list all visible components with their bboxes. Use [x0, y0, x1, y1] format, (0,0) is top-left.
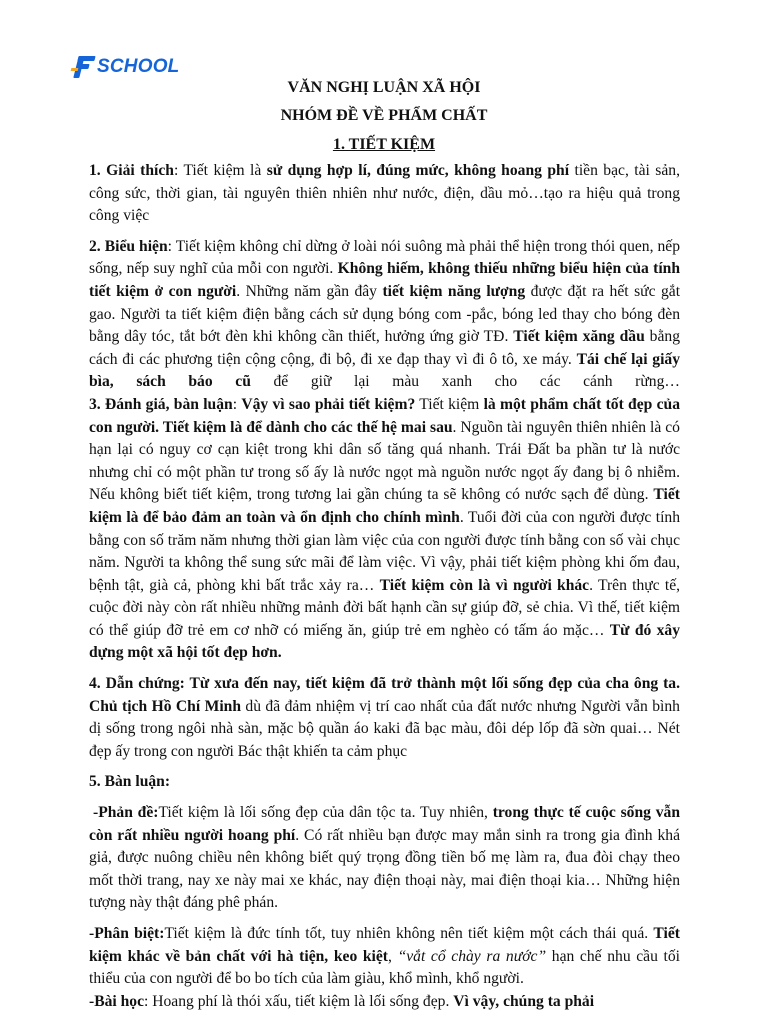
document-title: VĂN NGHỊ LUẬN XÃ HỘI [287, 79, 481, 96]
text-run: dù đã đảm nhiệm vị trí cao nhất của đất nước nhưng Người vẫn bình dị sống trong ngôi nhà sàn, mặc bộ quần áo kaki đã bạc màu, đôi dép lốp đã sờn quai… Nét đẹp ấy trong con người Bác thật khiến ta cảm phục [89, 697, 680, 760]
paragraph-lesson [89, 991, 680, 1014]
section-title: 1. TIẾT KIỆM [332, 136, 436, 153]
text-run: . Có rất nhiều bạn được may mắn sinh ra trong gia đình khá giả, được nuông chiều nên không biết quý trọng đồng tiền bố mẹ làm ra, đua đòi chạy theo mốt thời trang, nay xe này mai xe khác, nay điện thoại này, mai điện thoại kia… Những hiện tượng này thật đáng phê phán. [89, 826, 680, 912]
text-run: tiết kiệm năng lượng [382, 282, 526, 300]
text-run: : Tiết kiệm là [173, 162, 267, 179]
text-run: “vắt cổ chày ra nước” [397, 947, 547, 965]
text-run: . Những năm gần đây [236, 282, 383, 300]
text-run: -Phân biệt: [89, 925, 165, 942]
text-run: : Tiết kiệm không chỉ dừng ở loài nói suông mà phải thể hiện trong thói quen, nếp sống, nếp suy nghĩ của mỗi con người. [89, 237, 681, 278]
paragraph-evaluation [89, 394, 680, 665]
text-run: 4. Dẫn chứng: Từ xưa đến nay, tiết kiệm đã trở thành một lối sống đẹp của cha ông ta. Chủ tịch Hồ Chí Minh [89, 675, 680, 715]
logo-text: SCHOOL [97, 56, 180, 77]
text-run: 3. Đánh giá, bàn luận [89, 395, 233, 413]
paragraph-manifestation [89, 236, 680, 394]
text-run: 2. Biểu hiện [89, 237, 168, 255]
paragraph-counterargument [89, 802, 680, 915]
document-body [89, 160, 680, 1013]
paragraph-discussion-heading [89, 771, 680, 794]
text-run: 1. Giải thích [89, 162, 174, 179]
text-run: để giữ lại màu xanh cho các cánh rừng… [250, 373, 680, 391]
text-run: -Bài học [89, 992, 145, 1010]
text-run: Vậy vì sao phải tiết kiệm? [241, 395, 416, 413]
text-run: . Trên thực tế, cuộc đời này còn rất nhiều những mảnh đời bất hạnh cần sự giúp đỡ, sẻ chia. Vì thế, tiết kiệm có thể giúp đỡ trẻ em cơ nhỡ có miếng ăn, giúp trẻ em nghèo có tấm áo mặc… [89, 576, 681, 639]
document-subtitle: NHÓM ĐỀ VỀ PHẨM CHẤT [280, 107, 488, 124]
text-run: . Nguồn tài nguyên thiên nhiên là có hạn lại có nguy cơ cạn kiệt trong khi dân số tăng quá nhanh. Trái Đất ba phần tư là nước nhưng chỉ có một phần tư trong số ấy là nước ngọt mà nguồn nước ngọt ấy đang bị ô nhiễm. Nếu không biết tiết kiệm, trong tương lai gần chúng ta sẽ không có nước sạch để dùng. [89, 418, 680, 504]
text-run: trong thực tế cuộc sống vẫn còn rất nhiều người hoang phí [89, 804, 681, 844]
text-run: Tiết kiệm là để bảo đảm an toàn và ổn định cho chính mình [89, 486, 680, 526]
text-run: 5. Bàn luận: [89, 773, 171, 791]
text-run: hạn chế nhu cầu tối thiểu của con người để bo bo tích của làm giàu, khổ mình, khổ người. [89, 947, 681, 988]
paragraph-distinction [89, 923, 680, 991]
text-run: Tiết kiệm là lối sống đẹp của dân tộc ta. Tuy nhiên, [158, 804, 493, 822]
paragraph-explanation [89, 160, 680, 228]
text-run: sử dụng hợp lí, đúng mức, không hoang phí [266, 162, 570, 179]
text-run: Tiết kiệm khác về bản chất với hà tiện, keo kiệt [89, 925, 680, 965]
text-run: được đặt ra hết sức gắt gao. Người ta tiết kiệm điện bằng cách sử dụng bóng com -pắc, bóng led thay cho bóng đèn bằng dây tóc, tắt bớt đèn khi không cần thiết, hưởng ứng giờ TĐ. [89, 282, 681, 346]
text-run: Tiết kiệm còn là vì người khác [379, 576, 590, 594]
text-run: Tiết kiệm là đức tính tốt, tuy nhiên không nên tiết kiệm một cách thái quá. [164, 925, 654, 942]
text-run: Tiết kiệm [415, 395, 484, 413]
text-run: Không hiếm, không thiếu những biểu hiện của tính tiết kiệm ở con người [89, 260, 680, 300]
fschool-f-logo-icon [74, 55, 96, 79]
paragraph-evidence [89, 673, 680, 763]
text-run: . Tuổi đời của con người được tính bằng con số trăm năm nhưng thời gian làm việc của con người được tính bằng con số vài chục năm. Người ta không thể sung sức mãi để làm việc. Vì vậy, phải tiết kiệm phòng khi ốm đau, bệnh tật, già cả, phòng khi bất trắc xảy ra… [89, 508, 680, 594]
text-run: , [388, 947, 398, 965]
text-run: Vì vậy, chúng ta phải [453, 992, 595, 1010]
text-run: Từ đó xây dựng một xã hội tốt đẹp hơn. [89, 621, 681, 662]
text-run: : Hoang phí là thói xấu, tiết kiệm là lối sống đẹp. [144, 992, 454, 1010]
text-run: tiền bạc, tài sản, công sức, thời gian, tài nguyên thiên nhiên như nước, điện, dầu mỏ…tạo ra hiệu quả trong công việc [89, 162, 680, 225]
text-run: bằng cách đi các phương tiện cộng cộng, đi bộ, đi xe đạp thay vì đi ô tô, xe máy. [89, 328, 680, 368]
text-run: : [232, 395, 242, 413]
text-run: -Phản đề: [93, 804, 159, 822]
text-run: Tiết kiệm xăng dầu [513, 328, 645, 346]
text-run: là một phẩm chất tốt đẹp của con người. Tiết kiệm là để dành cho các thế hệ mai sau [89, 395, 680, 436]
school-logo [74, 54, 179, 80]
text-run: Tái chế lại giấy bìa, sách báo cũ [89, 350, 680, 391]
